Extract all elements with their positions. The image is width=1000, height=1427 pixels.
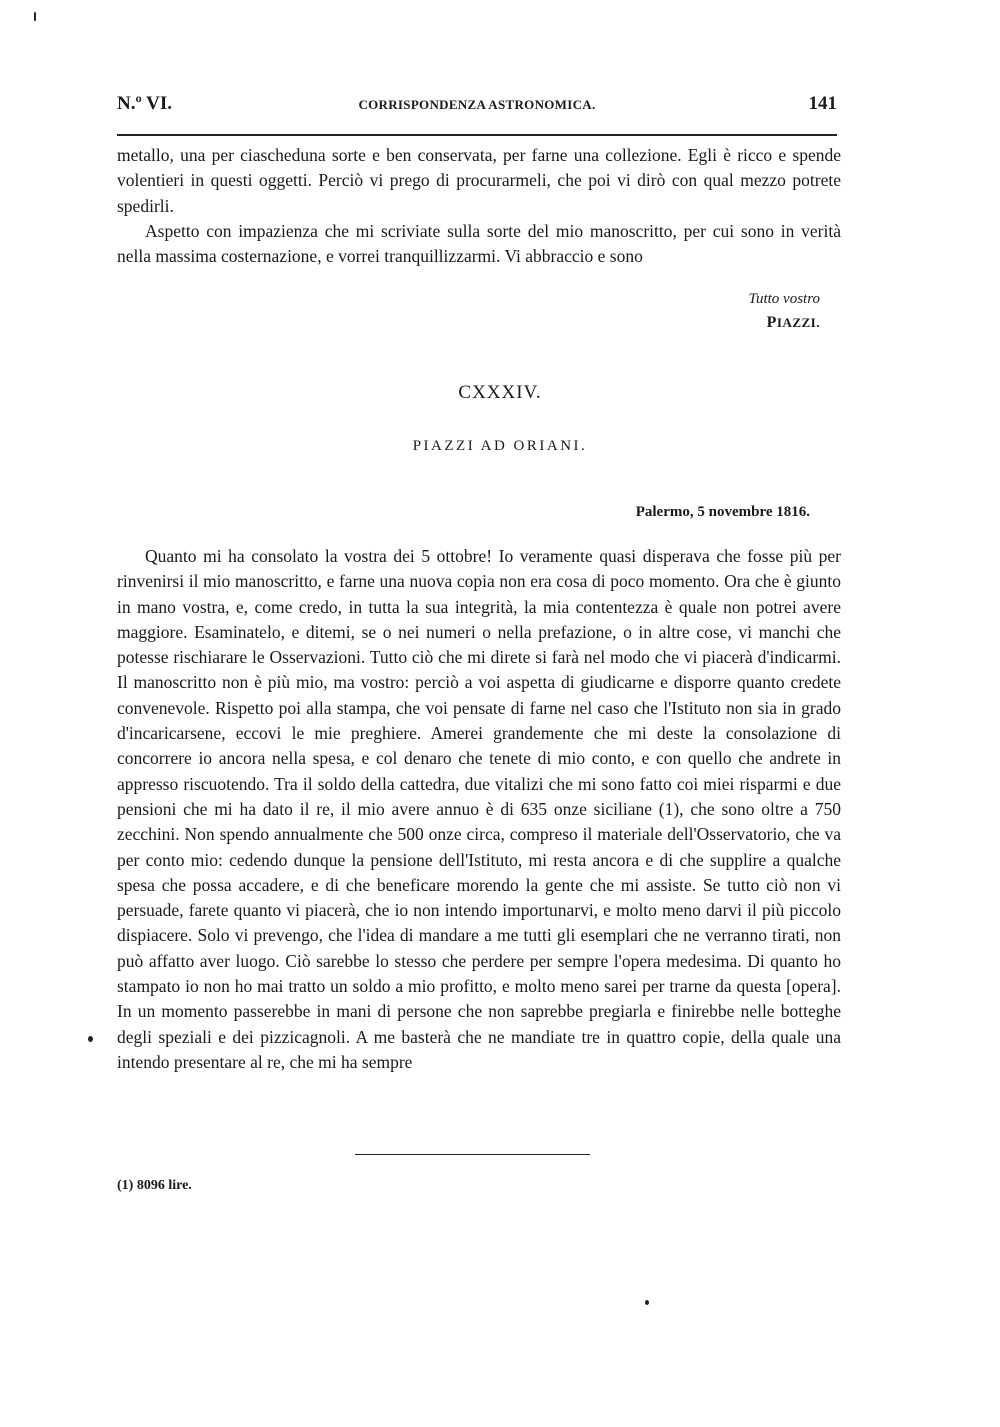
- issue-number: N.º VI.: [117, 93, 173, 114]
- header-rule: [117, 134, 837, 136]
- signature: [600, 310, 820, 336]
- previous-letter-text: [117, 143, 841, 269]
- letter-heading: PIAZZI AD ORIANI.: [412, 438, 588, 454]
- letter-body-paragraph: Quanto mi ha consolato la vostra dei 5 ottobre! Io veramente quasi disperava che fosse più per rinvenirsi il mio manoscritto, e farne una nuova copia non era cosa di poco momento. Ora che è giunto in mano vostra, e, come credo, in tutta la sua integrità, la mia contentezza è quale non potrei avere maggiore. Esaminatelo, e ditemi, se o nei numeri o nella prefazione, o in altre cose, vi manchi che potesse rischiarare le Osservazioni. Tutto ciò che mi direte si farà nel modo che vi piacerà d'indicarmi. Il manoscritto non è più mio, ma vostro: perciò a voi aspetta di giudicarne e disporre quanto credete convenevole. Rispetto poi alla stampa, che voi pensate di farne nel caso che l'Istituto non sia in grado d'incaricarsene, eccovi le mie preghiere. Amerei grandemente che mi deste la consolazione di concorrere io ancora nella spesa, e col denaro che tenete di mio conto, e con quello che andrete in appresso riscuotendo. Tra il soldo della cattedra, due vitalizi che mi sono fatto coi miei risparmi e due pensioni che mi ha dato il re, il mio avere annuo è di 635 onze siciliane (1), che sono oltre a 750 zecchini. Non spendo annualmente che 500 onze circa, compreso il materiale dell'Osservatorio, che va per conto mio: cedendo dunque la pensione dell'Istituto, mi resta ancora e di che supplire a qualche spesa che possa accadere, e di che beneficare morendo la gente che mi assiste. Se tutto ciò non vi persuade, farete quanto vi piacerà, che io non intendo importunarvi, e molto meno darvi il più piccolo dispiacere. Solo vi prevengo, che l'idea di mandare a me tutti gli esemplari che ne verranno tirati, non può affatto aver luogo. Ciò sarebbe lo stesso che perdere per sempre l'opera medesima. Di quanto ho stampato io non ho mai tratto un soldo a mio profitto, e molto meno sarei per trarne da questa [opera]. In un momento passerebbe in mani di persone che non saprebbe pregiarla e finirebbe nelle botteghe degli speziali e dei pizzicagnoli. A me basterà che ne mandiate tre in quattro copie, della quale una intendo presentare al re, che mi ha sempre: [117, 546, 841, 1072]
- previous-letter-paragraph-1: metallo, una per ciascheduna sorte e ben conservata, per farne una collezione. Egli è ricco e spende volentieri in questi oggetti. Perciò vi prego di procurarmeli, che poi vi dirò con qual mezzo potrete spedirli.: [117, 145, 841, 216]
- page-number: 141: [808, 93, 837, 114]
- previous-letter-signoff: [600, 288, 820, 336]
- footnote-rule: [355, 1154, 590, 1155]
- letter-body: [117, 544, 841, 1075]
- scan-speck: [88, 1036, 93, 1042]
- running-title: CORRISPONDENZA ASTRONOMICA.: [358, 97, 596, 112]
- running-header: [117, 93, 837, 123]
- signature-rest: IAZZI.: [776, 315, 820, 330]
- letter-dateline: Palermo, 5 novembre 1816.: [635, 504, 810, 520]
- letter-number: CXXXIV.: [458, 382, 542, 403]
- previous-letter-paragraph-2: Aspetto con impazienza che mi scriviate sulla sorte del mio manoscritto, per cui sono in verità nella massima costernazione, e vorrei tranquillizzarmi. Vi abbraccio e sono: [117, 220, 841, 267]
- signature-text: [767, 314, 820, 331]
- scan-speck: [34, 12, 36, 21]
- scan-speck: [645, 1300, 649, 1305]
- closing-phrase: Tutto vostro: [748, 291, 820, 307]
- footnote: (1) 8096 lire.: [117, 1178, 192, 1193]
- signature-initial: P: [766, 314, 777, 331]
